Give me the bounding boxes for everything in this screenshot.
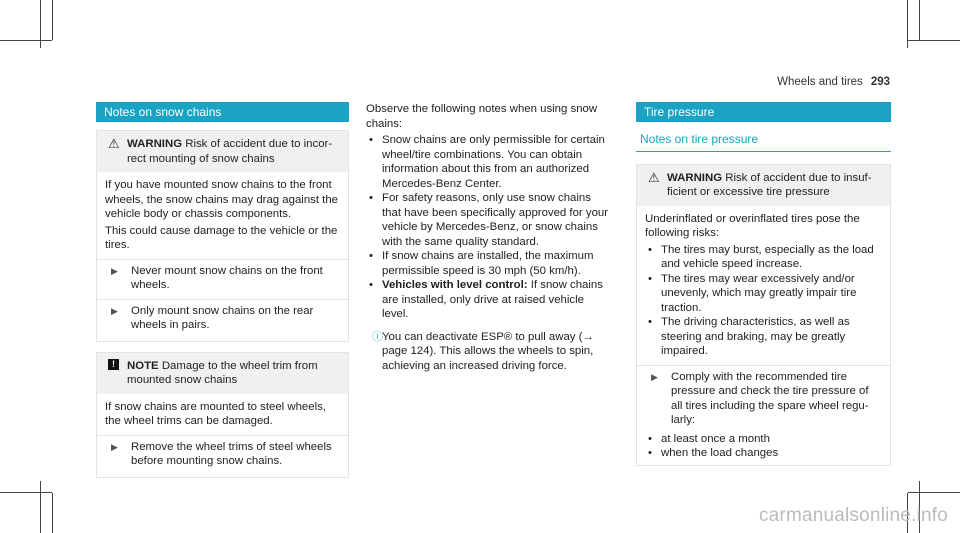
warning-triangle-icon: ⚠ [648,169,660,185]
exclamation-icon: ! [108,359,119,370]
paragraph: If snow chains are mounted to steel wheels, the wheel trims can be damaged. [105,400,326,427]
crop-mark [908,40,960,41]
paragraph: Underinflated or overinflated tires pose the following risks: [645,212,860,239]
crop-mark [0,492,52,493]
paragraph: This could cause damage to the vehicle or the tires. [105,224,338,251]
warning-header [637,165,890,206]
step-text: Only mount snow chains on the rear wheels in pairs. [131,304,314,331]
step-arrow-icon: ▶ [111,305,118,316]
crop-mark [908,492,960,493]
warning-triangle-icon: ⚠ [108,136,120,151]
watermark: carmanualsonline.info [758,505,948,526]
crop-mark [0,40,52,41]
crop-mark [919,0,920,40]
step-arrow-icon: ▶ [111,441,118,452]
crop-mark [52,0,53,40]
warning-label: WARNING [127,138,183,150]
bullet-list [637,430,890,465]
step-text: Never mount snow chains on the front wheels. [131,264,323,291]
paragraph: If you have mounted snow chains to the front wheels, the snow chains may drag against the vehicle body or chassis components. [105,179,339,220]
step-text: Comply with the recommended tire pressure and check the tire pressure of all tires including the spare wheel regu- larly: [671,370,869,426]
step-arrow-icon: ▶ [111,265,118,276]
list-item: • The driving characteristics, as well as steering and braking, may be greatly impaired. [645,315,882,359]
column-snow-chains [96,102,349,478]
step-arrow-icon: ▶ [651,371,658,382]
column-tire-pressure [636,102,891,466]
warning-text: Risk of accident due to insuf- ficient or excessive tire pressure [667,171,872,198]
list-item: • If snow chains are installed, the maximum permissible speed is 30 mph (50 km/h). [366,249,611,278]
instruction-step [97,260,348,293]
bullet-list [637,243,890,359]
note-box [96,352,349,478]
bold-lead: Vehicles with level control: [382,279,528,291]
list-item [366,278,611,322]
list-item: • For safety reasons, only use snow chains that have been specifically approved for your vehicle by Mercedes-Benz, or snow chains with the same quality standard. [366,191,611,249]
instruction-step [97,300,348,341]
info-icon: ⓘ [372,330,383,343]
running-header [777,76,890,88]
list-item: • when the load changes [645,446,882,461]
bullet-list [366,133,611,322]
page-number: 293 [870,76,890,88]
warning-header [97,131,348,172]
crop-mark [52,493,53,533]
subsection-heading: Notes on tire pressure [636,126,891,152]
note-text: Damage to the wheel trim from mounted snow chains [127,359,318,386]
note-label: NOTE [127,359,159,372]
instruction-step [637,366,890,428]
step-text: Remove the wheel trims of steel wheels before mounting snow chains. [131,440,332,467]
column-snow-chain-notes [366,102,611,373]
warning-text: Risk of accident due to incor- rect mounting of snow chains [127,138,333,165]
list-item: • at least once a month [645,432,882,447]
list-item: • The tires may burst, especially as the load and vehicle speed increase. [645,243,882,272]
section-banner: Tire pressure [636,102,891,122]
warning-box [96,130,349,342]
section-banner: Notes on snow chains [96,102,349,122]
list-item: • The tires may wear excessively and/or unevenly, which may greatly impair tire traction. [645,272,882,316]
item-text: If snow chains are installed, only drive at raised vehicle level. [382,279,603,320]
warning-label: WARNING [667,171,723,184]
section-title: Wheels and tires [777,76,863,88]
intro-paragraph: Observe the following notes when using snow chains: [366,103,598,130]
instruction-step [97,436,348,477]
info-text: You can deactivate ESP® to pull away (→ page 124). This allows the wheels to spin, achieving an increased driving force. [382,330,594,372]
note-header [97,353,348,394]
warning-box [636,164,891,466]
info-note [366,330,611,374]
crop-mark [40,481,41,533]
list-item: • Snow chains are only permissible for certain wheel/tire combinations. You can obtain information about this from an authorized Mercedes-Benz Center. [366,133,611,191]
